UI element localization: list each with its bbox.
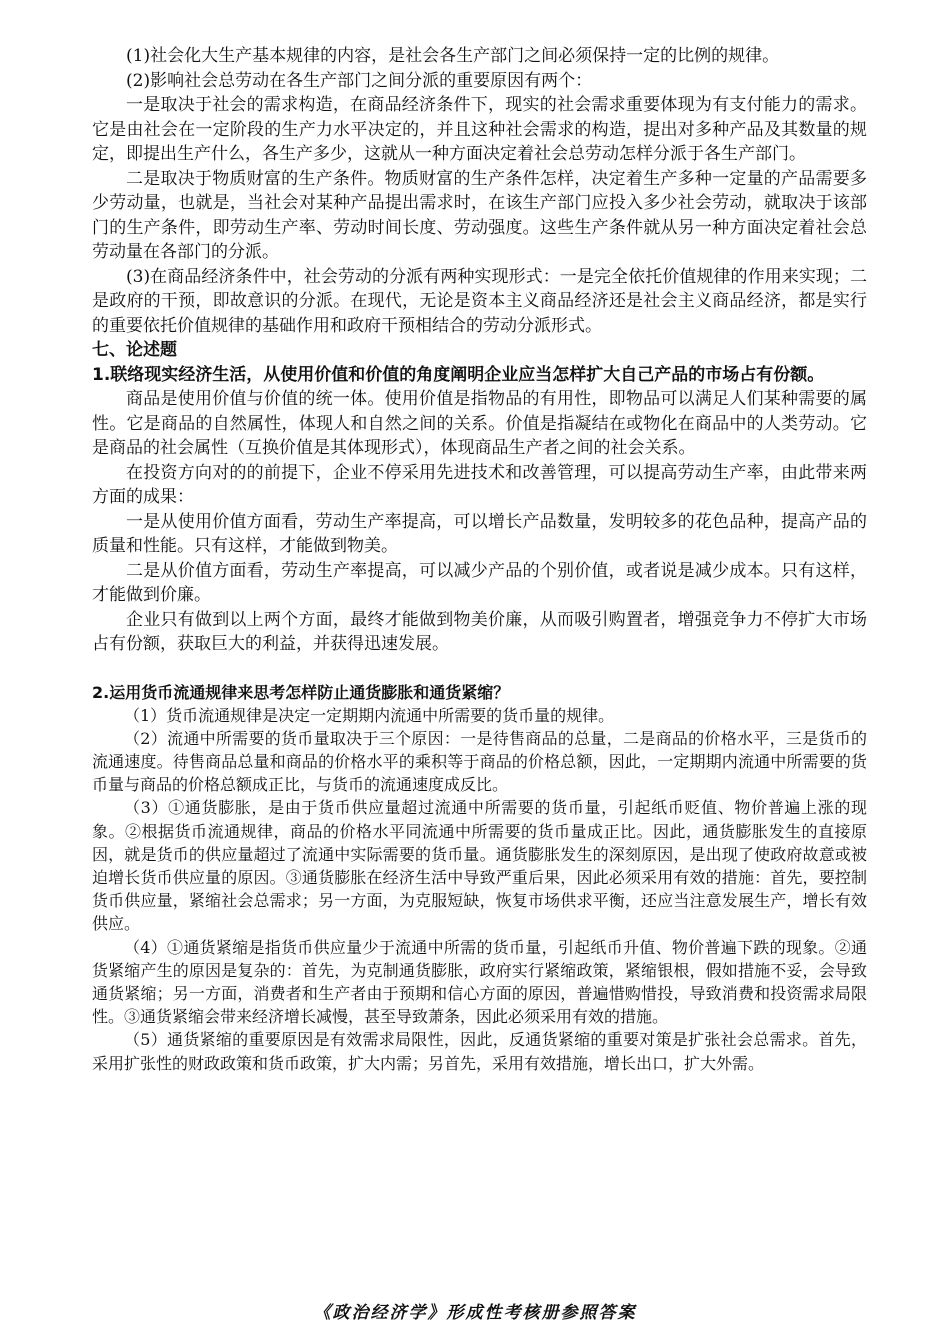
paragraph: 二是取决于物质财富的生产条件。物质财富的生产条件怎样，决定着生产多种一定量的产品需要多少劳动量，也就是，当社会对某种产品提出需求时，在该生产部门应投入多少社会劳动，就取决于该部门的生产条件，即劳动生产率、劳动时间长度、劳动强度。这些生产条件就从另一种方面决定着社会总劳动量在各部门的分派。 bbox=[92, 168, 867, 262]
question-heading: 1.联络现实经济生活，从使用价值和价值的角度阐明企业应当怎样扩大自己产品的市场占有份额。 bbox=[92, 364, 825, 385]
paragraph: （3）①通货膨胀，是由于货币供应量超过流通中所需要的货币量，引起纸币贬值、物价普遍上涨的现象。②根据货币流通规律，商品的价格水平同流通中所需要的货币量成正比。因此，通货膨胀发生的直接原因，就是货币的供应量超过了流通中实际需要的货币量。通货膨胀发生的深刻原因，是出现了使政府故意或被迫增长货币供应量的原因。③通货膨胀在经济生活中导致严重后果，因此必须采用有效的措施：首先，要控制货币供应量，紧缩社会总需求；另一方面，为克服短缺，恢复市场供求平衡，还应当注意发展生产，增长有效供应。 bbox=[92, 798, 867, 934]
paragraph: （4）①通货紧缩是指货币供应量少于流通中所需的货币量，引起纸币升值、物价普遍下跌的现象。②通货紧缩产生的原因是复杂的：首先，为克制通货膨胀，政府实行紧缩政策，紧缩银根，假如措施不妥，会导致通货紧缩；另一方面，消费者和生产者由于预期和信心方面的原因，普遍惜购惜投，导致消费和投资需求局限性。③通货紧缩会带来经济增长减慢，甚至导致萧条，因此必须采用有效的措施。 bbox=[92, 937, 867, 1027]
spacer bbox=[92, 657, 867, 681]
page-footer: 《政治经济学》形成性考核册参照答案 bbox=[313, 1303, 637, 1323]
paragraph: （1）货币流通规律是决定一定期期内流通中所需要的货币量的规律。 bbox=[124, 705, 615, 725]
paragraph: 商品是使用价值与价值的统一体。使用价值是指物品的有用性，即物品可以满足人们某种需要的属性。它是商品的自然属性，体现人和自然之间的关系。价值是指凝结在或物化在商品中的人类劳动。它是商品的社会属性（互换价值是其体现形式），体现商品生产者之间的社会关系。 bbox=[92, 389, 867, 458]
section-heading: 七、论述题 bbox=[92, 340, 177, 360]
question-heading: 2.运用货币流通规律来思考怎样防止通货膨胀和通货紧缩？ bbox=[92, 682, 510, 702]
paragraph: （2）流通中所需要的货币量取决于三个原因：一是待售商品的总量，二是商品的价格水平，三是货币的流通速度。待售商品总量和商品的价格水平的乘积等于商品的价格总额，因此，一定期期内流通中所需要的货币量与商品的价格总额成正比，与货币的流通速度成反比。 bbox=[92, 728, 867, 795]
paragraph: (1)社会化大生产基本规律的内容，是社会各生产部门之间必须保持一定的比例的规律。 bbox=[126, 46, 780, 66]
paragraph: 在投资方向对的的前提下，企业不停采用先进技术和改善管理，可以提高劳动生产率，由此带来两方面的成果： bbox=[92, 462, 867, 507]
paragraph: 二是从价值方面看，劳动生产率提高，可以减少产品的个别价值，或者说是减少成本。只有这样，才能做到价廉。 bbox=[92, 560, 867, 605]
document-body bbox=[92, 44, 867, 1075]
paragraph: 企业只有做到以上两个方面，最终才能做到物美价廉，从而吸引购置者，增强竞争力不停扩大市场占有份额，获取巨大的利益，并获得迅速发展。 bbox=[92, 609, 867, 654]
paragraph: (3)在商品经济条件中，社会劳动的分派有两种实现形式：一是完全依托价值规律的作用来实现；二是政府的干预，即故意识的分派。在现代，无论是资本主义商品经济还是社会主义商品经济，都是实行的重要依托价值规律的基础作用和政府干预相结合的劳动分派形式。 bbox=[92, 266, 867, 336]
paragraph: （5）通货紧缩的重要原因是有效需求局限性，因此，反通货紧缩的重要对策是扩张社会总需求。首先，采用扩张性的财政政策和货币政策，扩大内需；另首先，采用有效措施，增长出口，扩大外需。 bbox=[92, 1030, 867, 1073]
paragraph: 一是从使用价值方面看，劳动生产率提高，可以增长产品数量，发明较多的花色品种，提高产品的质量和性能。只有这样，才能做到物美。 bbox=[92, 511, 867, 556]
paragraph: 一是取决于社会的需求构造，在商品经济条件下，现实的社会需求重要体现为有支付能力的需求。它是由社会在一定阶段的生产力水平决定的，并且这种社会需求的构造，提出对多种产品及其数量的规定，即提出生产什么，各生产多少，这就从一种方面决定着社会总劳动怎样分派于各生产部门。 bbox=[92, 95, 867, 164]
paragraph: (2)影响社会总劳动在各生产部门之间分派的重要原因有两个： bbox=[126, 70, 593, 91]
